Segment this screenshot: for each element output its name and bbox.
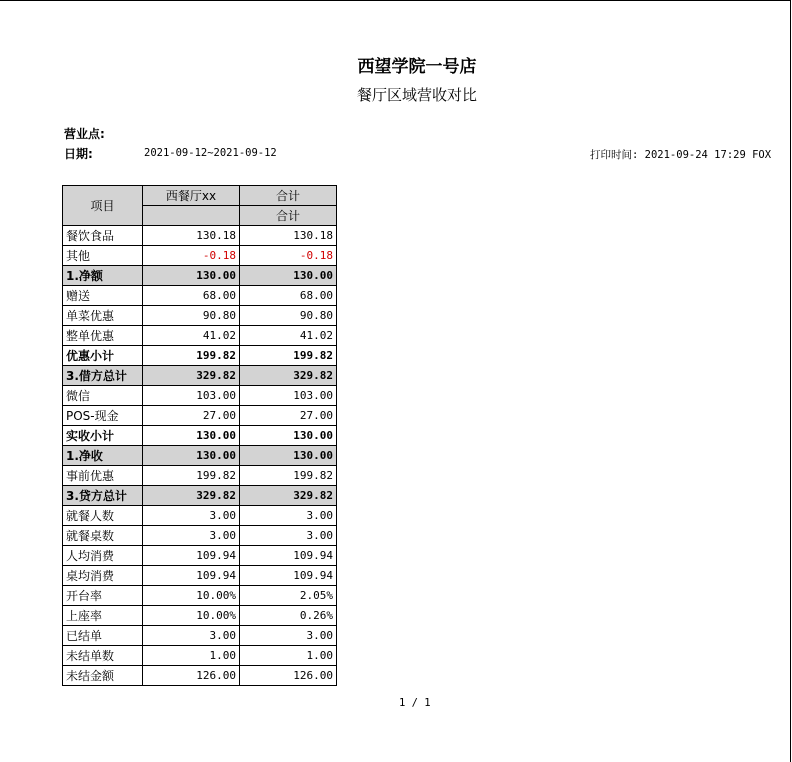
row-value-col1: 27.00 — [143, 406, 240, 426]
table-row — [63, 286, 337, 306]
row-value-col1: 109.94 — [143, 546, 240, 566]
row-label: 其他 — [63, 246, 143, 266]
date-range: 2021-09-12~2021-09-12 — [144, 147, 277, 159]
row-value-col2: 27.00 — [240, 406, 337, 426]
row-value-col1: 329.82 — [143, 486, 240, 506]
row-value-col2: 3.00 — [240, 506, 337, 526]
print-time: 打印时间: 2021-09-24 17:29 FOX — [590, 149, 772, 161]
row-label: 桌均消费 — [63, 566, 143, 586]
row-value-col2: 41.02 — [240, 326, 337, 346]
table-row — [63, 306, 337, 326]
row-value-col1: 68.00 — [143, 286, 240, 306]
row-label: 开台率 — [63, 586, 143, 606]
row-value-col1: 199.82 — [143, 466, 240, 486]
table-row — [63, 526, 337, 546]
table-row — [63, 386, 337, 406]
table-row — [63, 626, 337, 646]
subheader-col1 — [143, 206, 240, 226]
table-row — [63, 346, 337, 366]
table-row — [63, 466, 337, 486]
table-row — [63, 326, 337, 346]
row-value-col1: 329.82 — [143, 366, 240, 386]
row-label: 事前优惠 — [63, 466, 143, 486]
page-indicator: 1 / 1 — [399, 697, 431, 709]
row-value-col2: 126.00 — [240, 666, 337, 686]
row-value-col2: 130.00 — [240, 446, 337, 466]
row-label: 未结单数 — [63, 646, 143, 666]
table-row — [63, 406, 337, 426]
row-label: POS-现金 — [63, 406, 143, 426]
table-row — [63, 266, 337, 286]
page-top-border — [0, 0, 790, 1]
row-value-col1: 130.18 — [143, 226, 240, 246]
row-value-col2: 130.00 — [240, 266, 337, 286]
row-label: 微信 — [63, 386, 143, 406]
row-value-col1: 126.00 — [143, 666, 240, 686]
table-row — [63, 666, 337, 686]
row-label: 1.净收 — [63, 446, 143, 466]
row-value-col2: 130.00 — [240, 426, 337, 446]
row-value-col1: 10.00% — [143, 606, 240, 626]
row-value-col2: 3.00 — [240, 526, 337, 546]
row-value-col2: 199.82 — [240, 466, 337, 486]
table-row — [63, 246, 337, 266]
row-value-col2: 1.00 — [240, 646, 337, 666]
table-row — [63, 606, 337, 626]
report-subtitle: 餐厅区域营收对比 — [356, 86, 477, 104]
header-col2: 合计 — [240, 186, 337, 206]
row-label: 实收小计 — [63, 426, 143, 446]
row-value-col1: 1.00 — [143, 646, 240, 666]
table-row — [63, 426, 337, 446]
row-label: 1.净额 — [63, 266, 143, 286]
date-label: 日期: — [64, 147, 93, 161]
table-row — [63, 586, 337, 606]
row-label: 优惠小计 — [63, 346, 143, 366]
row-value-col2: 109.94 — [240, 546, 337, 566]
report-title: 西望学院一号店 — [357, 57, 477, 77]
subheader-col2: 合计 — [240, 206, 337, 226]
table-row — [63, 646, 337, 666]
row-value-col2: 0.26% — [240, 606, 337, 626]
row-value-col2: 68.00 — [240, 286, 337, 306]
outlet-label: 营业点: — [64, 127, 105, 141]
row-value-col1: 109.94 — [143, 566, 240, 586]
row-value-col2: 329.82 — [240, 486, 337, 506]
row-label: 赠送 — [63, 286, 143, 306]
row-value-col1: 130.00 — [143, 446, 240, 466]
row-label: 人均消费 — [63, 546, 143, 566]
row-value-col2: 199.82 — [240, 346, 337, 366]
row-label: 上座率 — [63, 606, 143, 626]
row-value-col2: 2.05% — [240, 586, 337, 606]
row-value-col1: 41.02 — [143, 326, 240, 346]
row-value-col1: 3.00 — [143, 526, 240, 546]
table-row — [63, 226, 337, 246]
table-row — [63, 366, 337, 386]
row-value-col1: 3.00 — [143, 626, 240, 646]
row-value-col1: 130.00 — [143, 266, 240, 286]
header-col1: 西餐厅xx — [143, 186, 240, 206]
row-value-col2: 3.00 — [240, 626, 337, 646]
row-value-col1: -0.18 — [143, 246, 240, 266]
row-value-col1: 90.80 — [143, 306, 240, 326]
row-value-col2: 103.00 — [240, 386, 337, 406]
row-label: 3.贷方总计 — [63, 486, 143, 506]
table-header-row — [63, 186, 337, 206]
table-row — [63, 486, 337, 506]
row-value-col2: -0.18 — [240, 246, 337, 266]
row-label: 整单优惠 — [63, 326, 143, 346]
row-value-col1: 199.82 — [143, 346, 240, 366]
row-value-col2: 90.80 — [240, 306, 337, 326]
header-item: 项目 — [63, 186, 143, 226]
revenue-table — [62, 185, 337, 686]
row-value-col2: 130.18 — [240, 226, 337, 246]
row-value-col2: 329.82 — [240, 366, 337, 386]
row-value-col1: 3.00 — [143, 506, 240, 526]
row-label: 未结金额 — [63, 666, 143, 686]
row-label: 就餐人数 — [63, 506, 143, 526]
row-label: 3.借方总计 — [63, 366, 143, 386]
row-value-col1: 103.00 — [143, 386, 240, 406]
table-row — [63, 566, 337, 586]
table-row — [63, 546, 337, 566]
table-row — [63, 446, 337, 466]
row-label: 单菜优惠 — [63, 306, 143, 326]
row-label: 餐饮食品 — [63, 226, 143, 246]
table-row — [63, 506, 337, 526]
page-right-border — [790, 0, 791, 762]
row-value-col1: 10.00% — [143, 586, 240, 606]
row-value-col1: 130.00 — [143, 426, 240, 446]
row-label: 已结单 — [63, 626, 143, 646]
row-value-col2: 109.94 — [240, 566, 337, 586]
row-label: 就餐桌数 — [63, 526, 143, 546]
